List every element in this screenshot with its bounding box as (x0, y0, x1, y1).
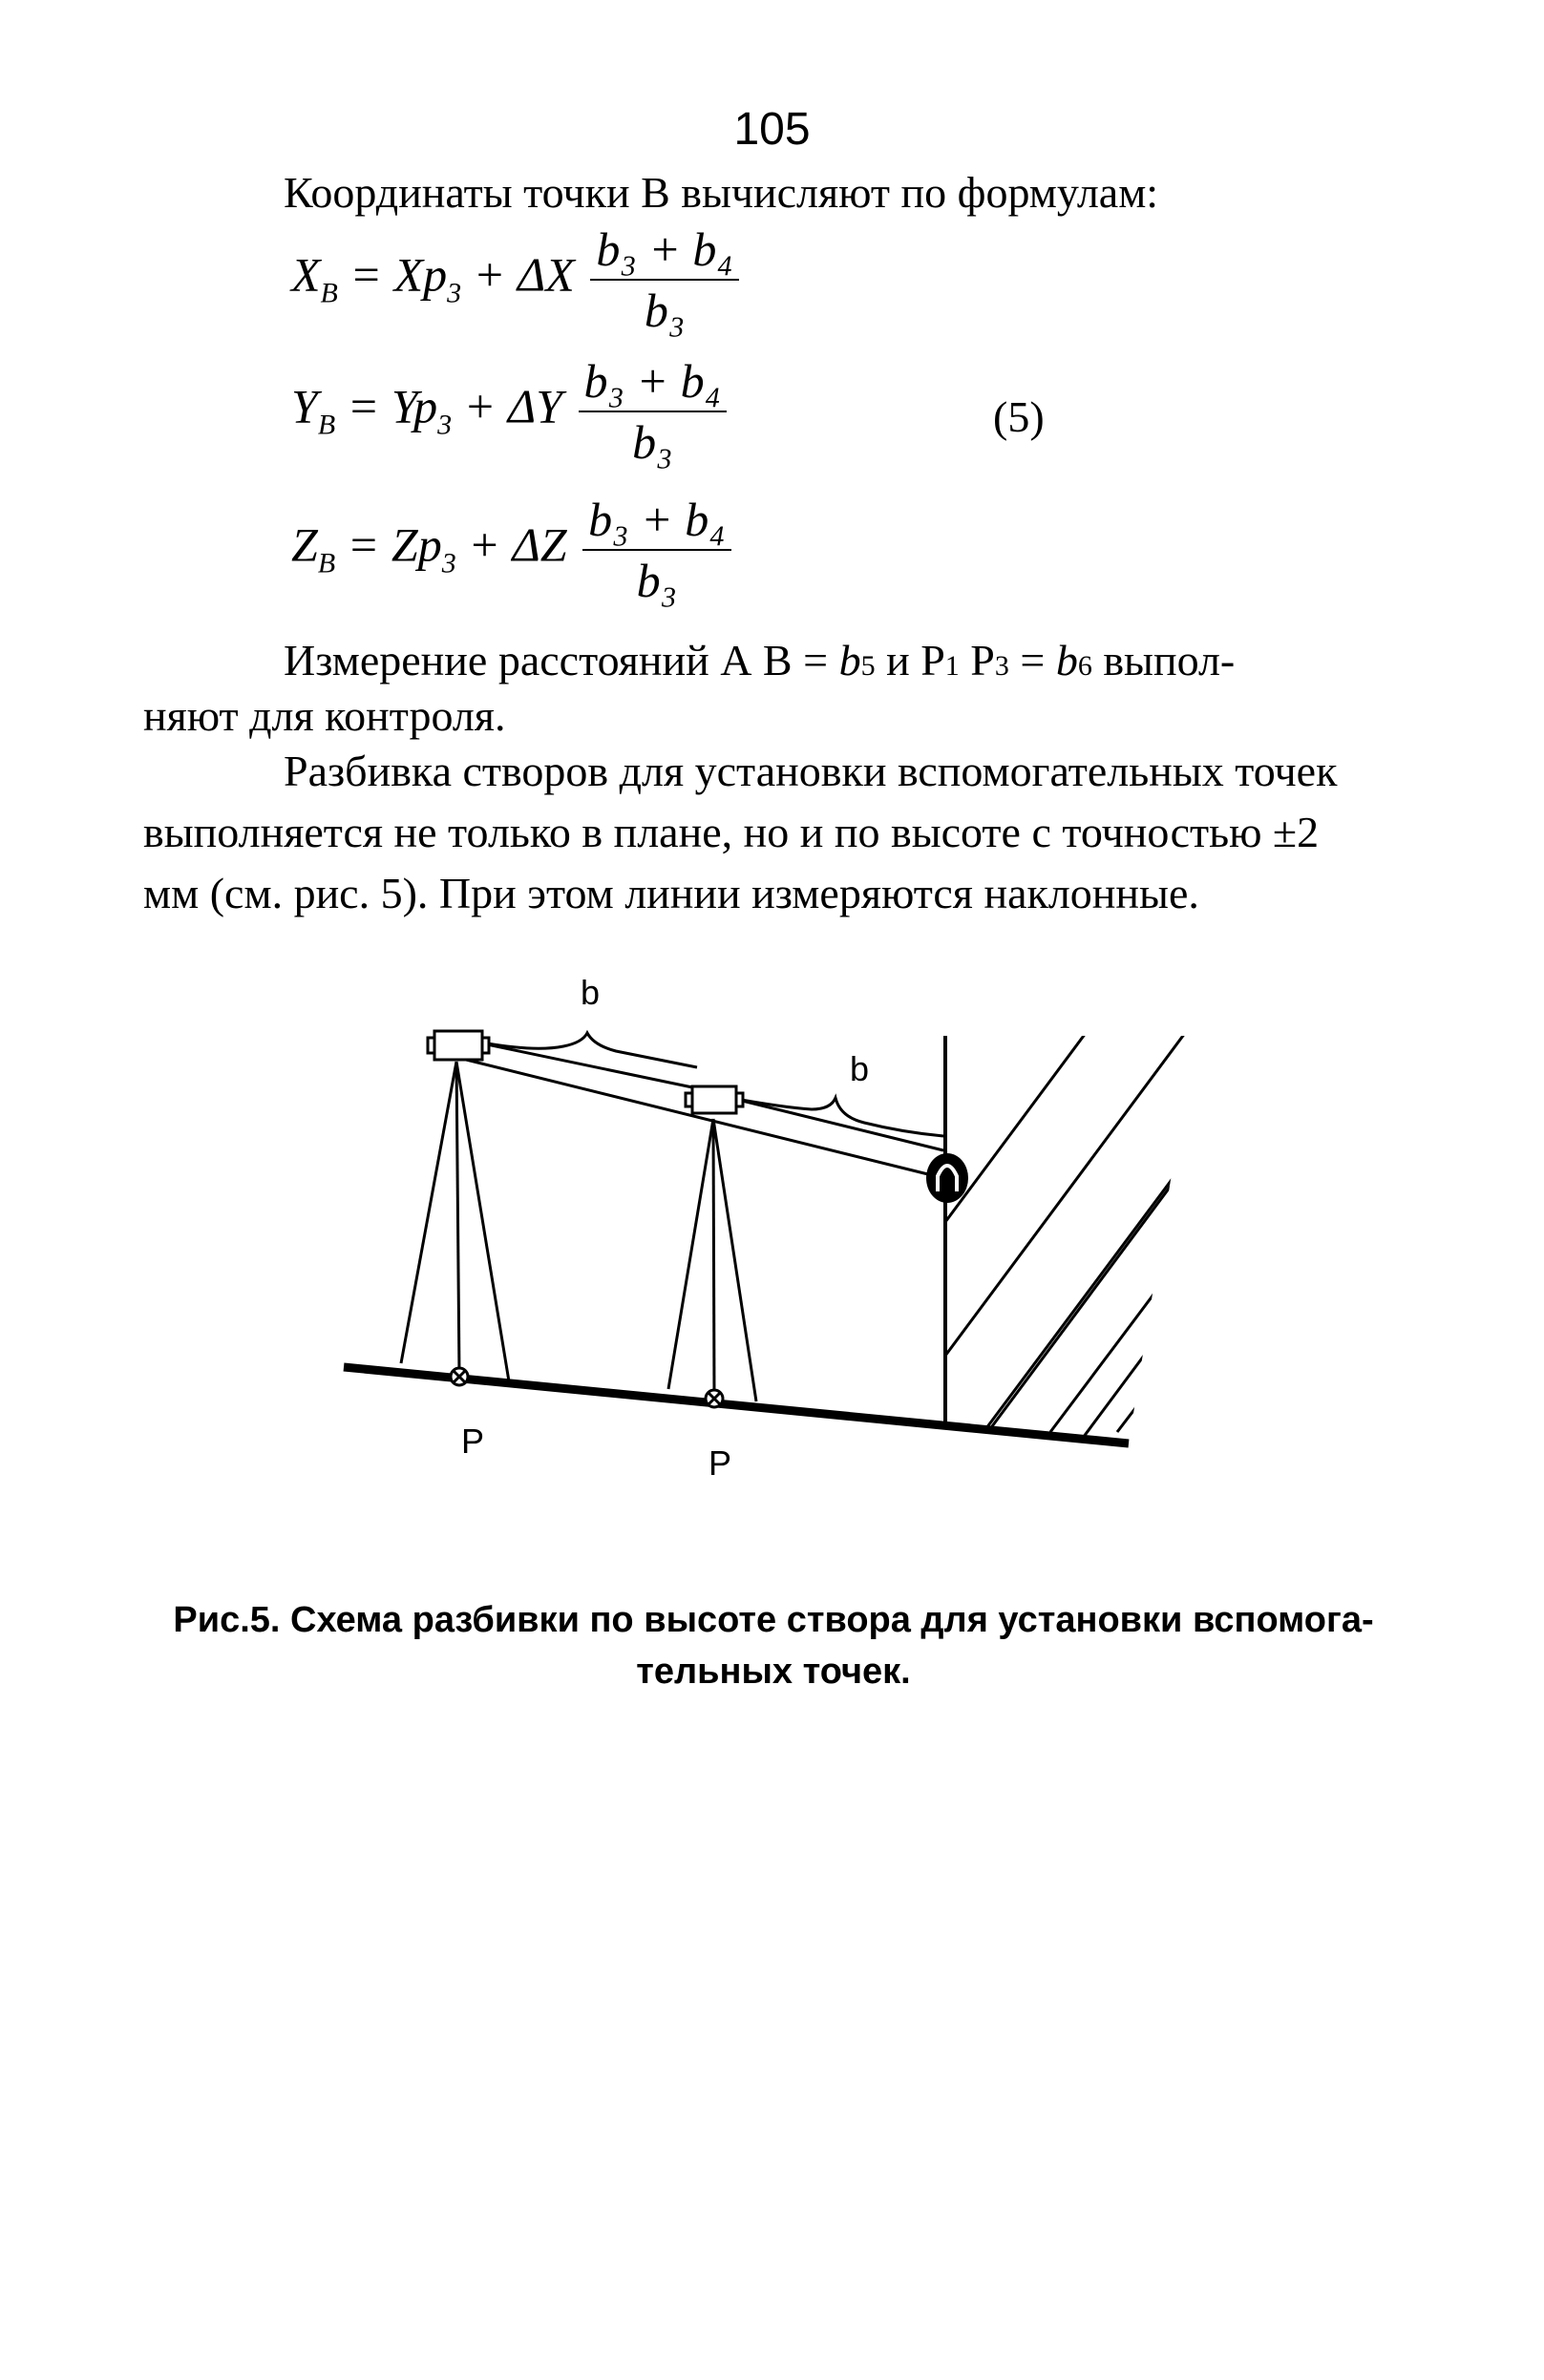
wall-hatching (945, 888, 1194, 1623)
label-b-top: b (581, 973, 601, 1012)
wall-target (926, 1153, 968, 1203)
paragraph-2-line-3: мм (см. рис. 5). При этом линии измеряются наклонные. (143, 869, 1199, 917)
point-mark-2 (706, 1390, 723, 1407)
paragraph-1-line-1: Измерение расстояний А В = b5 и Р1 Р3 = b6 выпол- (284, 636, 1236, 685)
label-b-mid: b (850, 1049, 870, 1088)
figure-caption (143, 1594, 1404, 1697)
label-p-left: P (461, 1422, 485, 1461)
paragraph-1-line-2: няют для контроля. (143, 691, 506, 740)
formula-yb: $Y_B = Yp_3 + \Delta Y$ $\frac{\text{b₃ + b₄}}{\text{b₃}}$ (291, 353, 727, 470)
label-p-right: P (709, 1443, 732, 1483)
brace-b-2 (730, 1098, 943, 1136)
point-mark-1 (451, 1368, 468, 1385)
formula-zb: $Z_B = Zp_3 + \Delta Z$ $\frac{\text{b₃ + b₄}}{\text{b₃}}$ (291, 492, 731, 608)
paragraph-2-line-1: Разбивка створов для установки вспомогательных точек (284, 747, 1338, 795)
sight-line-upper (482, 1043, 697, 1088)
formula-xb: $X_B = Xp_3 + \Delta X$ $\frac{\text{b₃ + b₄}}{\text{b₃}}$ (291, 221, 739, 338)
sight-line-upper-2 (730, 1098, 943, 1150)
tripod-2 (668, 1086, 756, 1401)
intro-text: Координаты точки В вычисляют по формулам: (284, 168, 1159, 217)
caption-line-1: Рис.5. Схема разбивки по высоте створа для установки вспомога- (173, 1600, 1374, 1640)
page-number: 105 (733, 104, 811, 155)
tripod-1 (401, 1031, 509, 1381)
paragraph-2-line-2: выполняется не только в плане, но и по высоте с точностью ±2 (143, 808, 1320, 856)
equation-number: (5) (993, 392, 1045, 441)
caption-line-2: тельных точек. (636, 1652, 911, 1692)
